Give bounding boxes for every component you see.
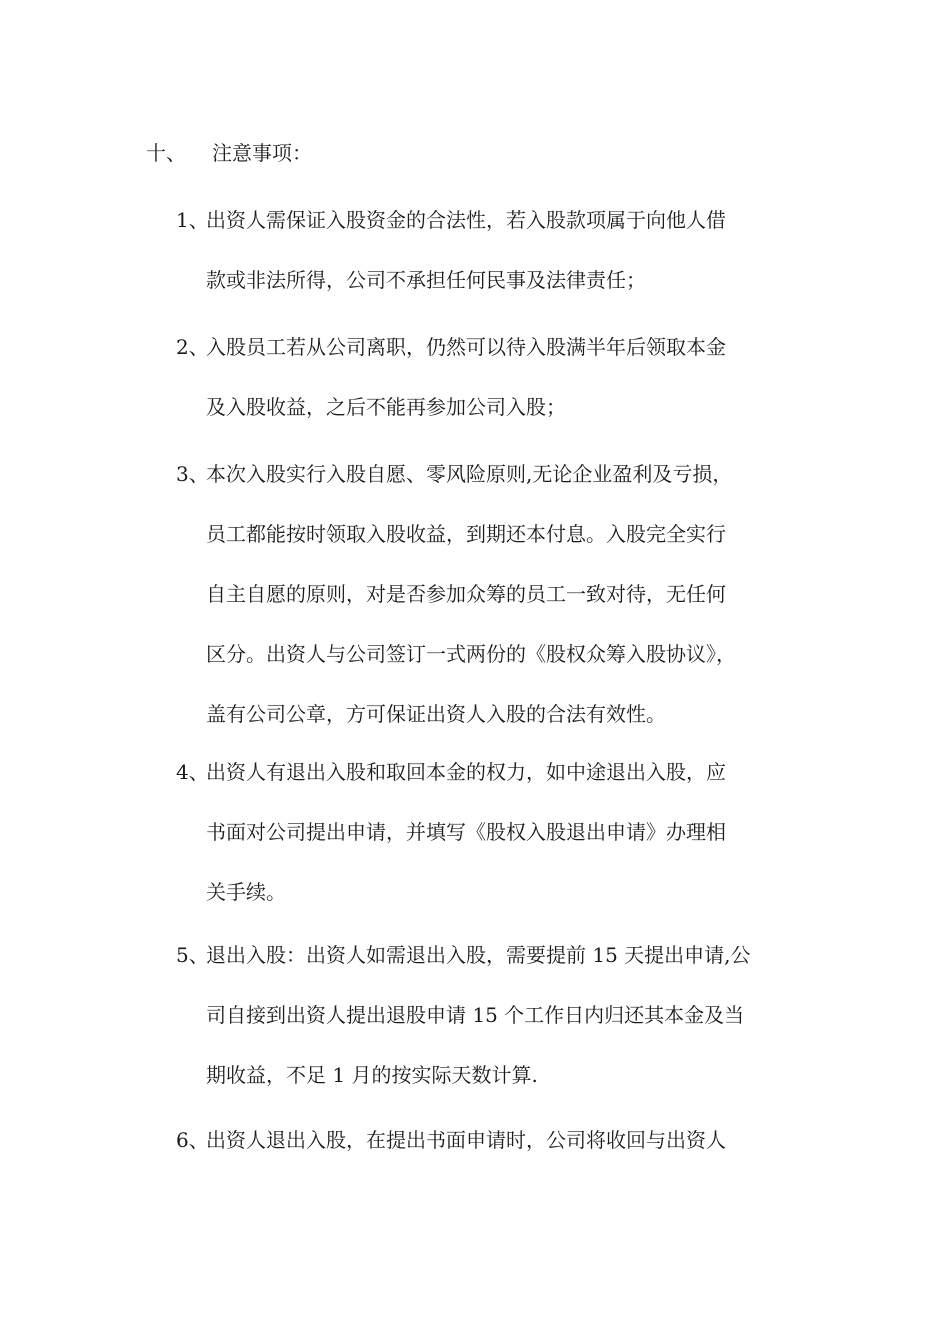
list-item-line: 退出入股：出资人如需退出入股，需要提前 15 天提出申请,公: [206, 943, 751, 967]
list-item: [176, 205, 836, 325]
list-item-line: 员工都能按时领取入股收益，到期还本付息。入股完全实行: [206, 522, 726, 546]
list-item-line: 出资人需保证入股资金的合法性，若入股款项属于向他人借: [206, 208, 726, 232]
list-item-line: 关手续。: [206, 880, 286, 904]
list-item: [176, 459, 836, 759]
list-item-line: 及入股收益，之后不能再参加公司入股；: [206, 395, 566, 419]
list-item-line: 期收益，不足 1 月的按实际天数计算.: [206, 1063, 538, 1087]
list-item-marker: 6、: [176, 1128, 209, 1152]
section-number: 十、: [146, 141, 186, 165]
list-item-line: 区分。出资人与公司签订一式两份的《股权众筹入股协议》，: [206, 642, 736, 666]
list-item-line: 盖有公司公章，方可保证出资人入股的合法有效性。: [206, 702, 666, 726]
list-item: [176, 1125, 836, 1185]
list-item-marker: 5、: [176, 943, 209, 967]
list-item-line: 书面对公司提出申请，并填写《股权入股退出申请》办理相: [206, 820, 726, 844]
list-item-marker: 1、: [176, 208, 209, 232]
list-item-marker: 4、: [176, 760, 209, 784]
list-item-line: 入股员工若从公司离职，仍然可以待入股满半年后领取本金: [206, 335, 726, 359]
list-item-marker: 3、: [176, 462, 209, 486]
list-item-line: 本次入股实行入股自愿、零风险原则,无论企业盈利及亏损，: [206, 462, 733, 486]
list-item-line: 款或非法所得，公司不承担任何民事及法律责任；: [206, 268, 646, 292]
list-item: [176, 940, 836, 1120]
list-item-line: 司自接到出资人提出退股申请 15 个工作日内归还其本金及当: [206, 1003, 745, 1027]
list-item-marker: 2、: [176, 335, 209, 359]
list-item: [176, 757, 836, 937]
list-item-line: 出资人有退出入股和取回本金的权力，如中途退出入股，应: [206, 760, 726, 784]
section-heading: [146, 138, 312, 168]
list-item-line: 自主自愿的原则，对是否参加众筹的员工一致对待，无任何: [206, 582, 726, 606]
list-item: [176, 332, 836, 452]
list-item-line: 出资人退出入股，在提出书面申请时，公司将收回与出资人: [206, 1128, 726, 1152]
section-title: 注意事项：: [212, 141, 312, 165]
